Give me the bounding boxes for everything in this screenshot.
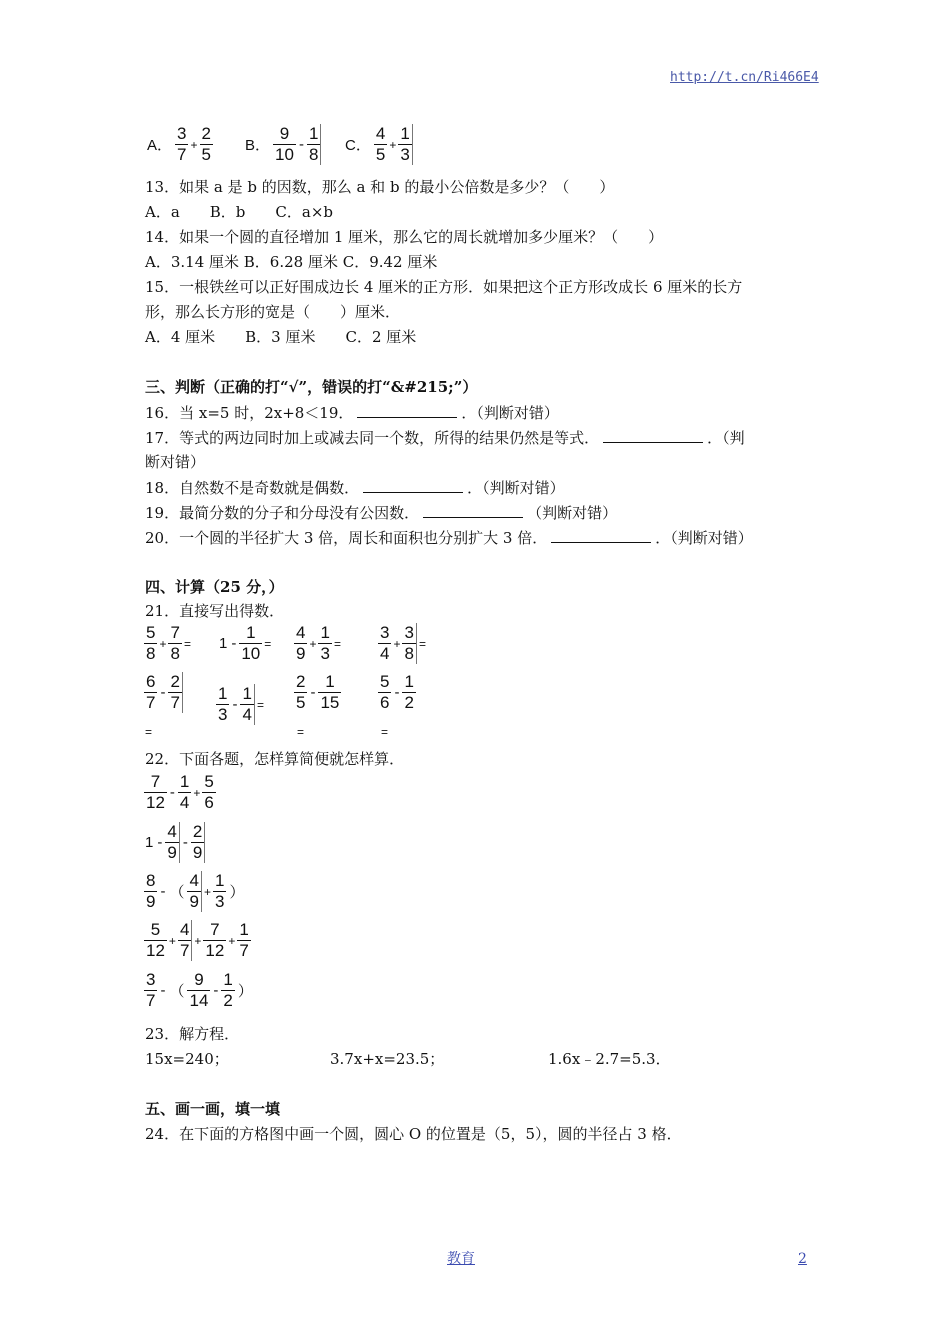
q21-r2-e2: $\frac{1}{3}$ - $\frac{1}{4}$ =: [218, 684, 264, 724]
answer-blank[interactable]: [423, 502, 523, 518]
q16: 16．当 x=5 时，2x+8＜19． ．（判断对错）: [145, 404, 559, 422]
q21-r2-e4: $\frac{5}{6}$ - $\frac{1}{2}$: [380, 672, 414, 712]
fraction: $\frac{1}{2}$: [223, 970, 233, 1010]
fraction: $\frac{2}{5}$: [201, 124, 211, 164]
section3-title: 三、判断（正确的打“√”，错误的打“&#215;”）: [145, 378, 478, 396]
fraction: $\frac{1}{15}$: [320, 672, 340, 712]
fraction: $\frac{4}{9}$: [296, 623, 306, 663]
fraction: $\frac{7}{8}$: [170, 623, 180, 663]
q21-text: 21．直接写出得数．: [145, 602, 285, 620]
fraction: $\frac{9}{10}$: [275, 124, 294, 164]
fraction: $\frac{1}{10}$: [241, 623, 261, 663]
q19: 19．最简分数的分子和分母没有公因数． （判断对错）: [145, 504, 618, 522]
fraction: $\frac{5}{12}$: [146, 920, 165, 960]
q12-option-c: C． $\frac{4}{5}$ + $\frac{1}{3}$: [343, 124, 414, 165]
q18: 18．自然数不是奇数就是偶数． ．（判断对错）: [145, 479, 565, 497]
q24-text: 24．在下面的方格图中画一个圆，圆心 O 的位置是（5，5），圆的半径占 3 格．: [145, 1125, 682, 1143]
r2-e3-equals: =: [297, 725, 305, 739]
q21-r1-e3: $\frac{4}{9}$ + $\frac{1}{3}$ =: [296, 623, 341, 663]
equation-3: 1.6x﹣2.7=5.3．: [548, 1050, 671, 1068]
fraction: $\frac{3}{4}$: [380, 623, 390, 663]
fraction: $\frac{7}{12}$: [146, 772, 165, 812]
q22-s5: $\frac{3}{7}$ - （ $\frac{9}{14}$ - $\frac{1}{2}$ ）: [146, 970, 253, 1010]
fraction: $\frac{3}{8}$: [402, 623, 416, 664]
q17: 17．等式的两边同时加上或减去同一个数，所得的结果仍然是等式． ．（判: [145, 429, 745, 447]
q17-line2: 断对错）: [145, 453, 206, 471]
section4-title: 四、计算（25 分，）: [145, 578, 284, 596]
equation-2: 3.7x+x=23.5；: [330, 1050, 445, 1068]
q13-options: A．a B．b C．a×b: [145, 203, 333, 221]
page-number: 2: [798, 1251, 807, 1267]
answer-blank[interactable]: [603, 427, 703, 443]
q14-options: A．3.14 厘米 B．6.28 厘米 C．9.42 厘米: [145, 253, 438, 271]
q22-s2: 1 - $\frac{4}{9}$ - $\frac{2}{9}$: [143, 822, 206, 863]
footer-link[interactable]: 教育: [447, 1251, 475, 1267]
fraction: $\frac{5}{8}$: [146, 623, 156, 663]
q22-s1: $\frac{7}{12}$ - $\frac{1}{4}$ + $\frac{5}{6}$: [146, 772, 214, 812]
fraction: $\frac{1}{3}$: [214, 871, 225, 911]
fraction: $\frac{7}{12}$: [205, 920, 225, 960]
answer-blank[interactable]: [357, 402, 457, 418]
q21-r2-e3: $\frac{2}{5}$ - $\frac{1}{15}$: [296, 672, 340, 712]
fraction: $\frac{3}{7}$: [177, 124, 187, 164]
fraction: $\frac{4}{9}$: [187, 871, 201, 912]
q15-options: A．4 厘米 B．3 厘米 C．2 厘米: [145, 328, 417, 346]
q22-text: 22．下面各题，怎样算简便就怎样算．: [145, 750, 405, 768]
answer-blank[interactable]: [363, 477, 463, 493]
header-url-link[interactable]: http://t.cn/Ri466E4: [670, 70, 819, 85]
r2-e4-equals: =: [381, 725, 389, 739]
q12-option-b: B． $\frac{9}{10}$ - $\frac{1}{8}$: [243, 124, 322, 165]
q12-option-a: A． $\frac{3}{7}$ + $\frac{2}{5}$: [147, 124, 211, 164]
fraction: $\frac{1}{3}$: [320, 623, 330, 663]
q15-line1: 15．一根铁丝可以正好围成边长 4 厘米的正方形．如果把这个正方形改成长 6 厘米的长方: [145, 278, 743, 296]
fraction: $\frac{1}{4}$: [179, 772, 190, 812]
fraction: $\frac{5}{6}$: [204, 772, 214, 812]
q21-r1-e2: 1 - $\frac{1}{10}$ =: [219, 623, 272, 663]
q13-text: 13．如果 a 是 b 的因数，那么 a 和 b 的最小公倍数是多少？（ ）: [145, 178, 615, 196]
fraction: $\frac{1}{7}$: [239, 920, 249, 960]
fraction: $\frac{9}{14}$: [189, 970, 209, 1010]
fraction: $\frac{2}{7}$: [168, 672, 182, 713]
fraction: $\frac{1}{2}$: [404, 672, 414, 712]
q20: 20．一个圆的半径扩大 3 倍，周长和面积也分别扩大 3 倍． ．（判断对错）: [145, 529, 753, 547]
fraction: $\frac{8}{9}$: [146, 871, 156, 911]
fraction: $\frac{2}{5}$: [296, 672, 306, 712]
q22-s4: $\frac{5}{12}$ + $\frac{4}{7}$ + $\frac{7}{12}$ + $\frac{1}{7}$: [146, 920, 249, 960]
fraction: $\frac{3}{7}$: [146, 970, 156, 1010]
q22-s3: $\frac{8}{9}$ - （ $\frac{4}{9}$ + $\frac{1}{3}$ ）: [146, 871, 245, 911]
q21-r1-e4: $\frac{3}{4}$ + $\frac{3}{8}$ =: [380, 623, 426, 663]
fraction: $\frac{5}{6}$: [380, 672, 390, 712]
q23-text: 23．解方程．: [145, 1025, 240, 1043]
fraction: $\frac{4}{7}$: [178, 920, 192, 961]
fraction: $\frac{6}{7}$: [146, 672, 156, 712]
fraction: $\frac{1}{3}$: [218, 684, 228, 724]
section5-title: 五、画一画，填一填: [145, 1100, 281, 1118]
fraction: $\frac{4}{9}$: [165, 822, 179, 863]
q21-r1-e1: $\frac{5}{8}$ + $\frac{7}{8}$ =: [146, 623, 191, 663]
q21-r2-e1: $\frac{6}{7}$ - $\frac{2}{7}$: [143, 672, 184, 713]
fraction: $\frac{1}{4}$: [240, 684, 254, 725]
q14-text: 14．如果一个圆的直径增加 1 厘米，那么它的周长就增加多少厘米？（ ）: [145, 228, 664, 246]
fraction: $\frac{4}{5}$: [375, 124, 386, 164]
answer-blank[interactable]: [551, 527, 651, 543]
equation-1: 15x=240；: [145, 1050, 229, 1068]
r2-e1-equals: =: [145, 725, 153, 739]
fraction: $\frac{2}{9}$: [191, 822, 205, 863]
q15-line2: 形，那么长方形的宽是（ ）厘米．: [145, 303, 401, 321]
fraction: $\frac{1}{3}$: [398, 124, 412, 165]
fraction: $\frac{1}{8}$: [307, 124, 321, 165]
